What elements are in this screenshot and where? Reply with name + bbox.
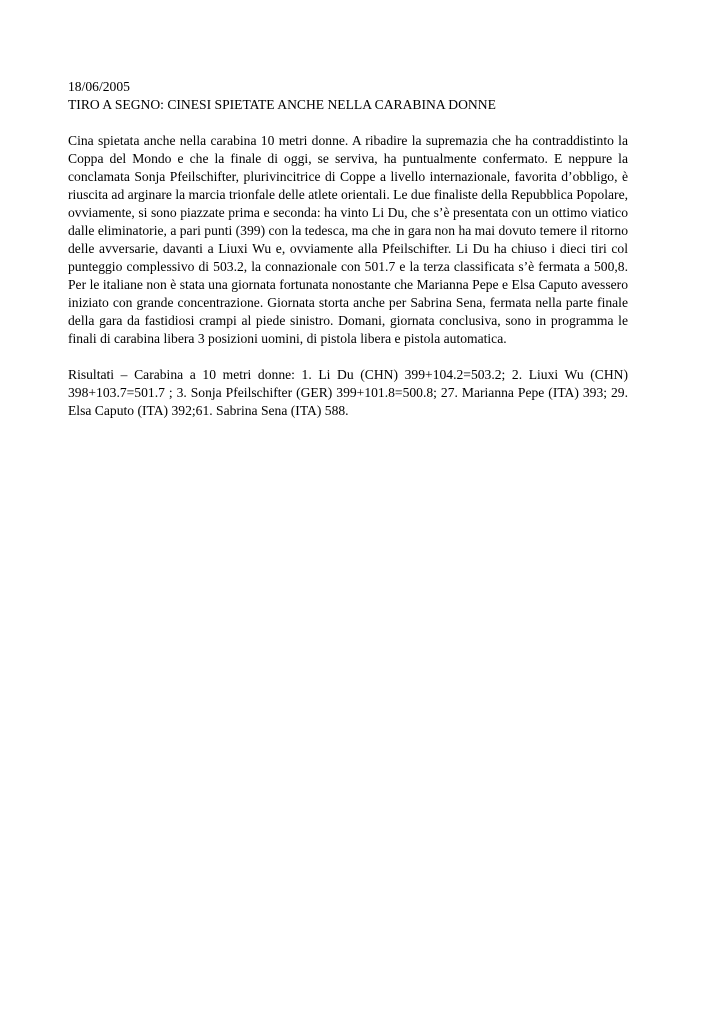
article-results: Risultati – Carabina a 10 metri donne: 1. Li Du (CHN) 399+104.2=503.2; 2. Liuxi Wu (CHN) 398+103.7=501.7 ; 3. Sonja Pfeilschifter (GER) 399+101.8=500.8; 27. Marianna Pepe (ITA) 393; 29. Elsa Caputo (ITA) 392;61. Sabrina Sena (ITA) 588. bbox=[68, 367, 628, 418]
document-page bbox=[68, 78, 628, 420]
article-headline: TIRO A SEGNO: CINESI SPIETATE ANCHE NELLA CARABINA DONNE bbox=[68, 97, 496, 112]
blank-line bbox=[68, 114, 628, 132]
article-body: Cina spietata anche nella carabina 10 metri donne. A ribadire la supremazia che ha contraddistinto la Coppa del Mondo e che la finale di oggi, se serviva, ha puntualmente confermato. E neppure la conclamata Sonja Pfeilschifter, plurivincitrice di Coppe a livello internazionale, favorita d’obbligo, è riuscita ad arginare la marcia trionfale delle atlete orientali. Le due finaliste della Repubblica Popolare, ovviamente, si sono piazzate prima e seconda: ha vinto Li Du, che s’è presentata con un ottimo viatico dalle eliminatorie, a pari punti (399) con la tedesca, ma che in gara non ha mai dovuto temere il ritorno delle avversarie, davanti a Liuxi Wu e, ovviamente alla Pfeilschifter. Li Du ha chiuso i dieci tiri col punteggio complessivo di 503.2, la connazionale con 501.7 e la terza classificata s’è fermata a 500,8. Per le italiane non è stata una giornata fortunata nonostante che Marianna Pepe e Elsa Caputo avessero iniziato con grande concentrazione. Giornata storta anche per Sabrina Sena, fermata nella parte finale della gara da fastidiosi crampi al piede sinistro. Domani, giornata conclusiva, sono in programma le finali di carabina libera 3 posizioni uomini, di pistola libera e pistola automatica. bbox=[68, 133, 628, 346]
blank-line bbox=[68, 348, 628, 366]
article-date: 18/06/2005 bbox=[68, 79, 130, 94]
